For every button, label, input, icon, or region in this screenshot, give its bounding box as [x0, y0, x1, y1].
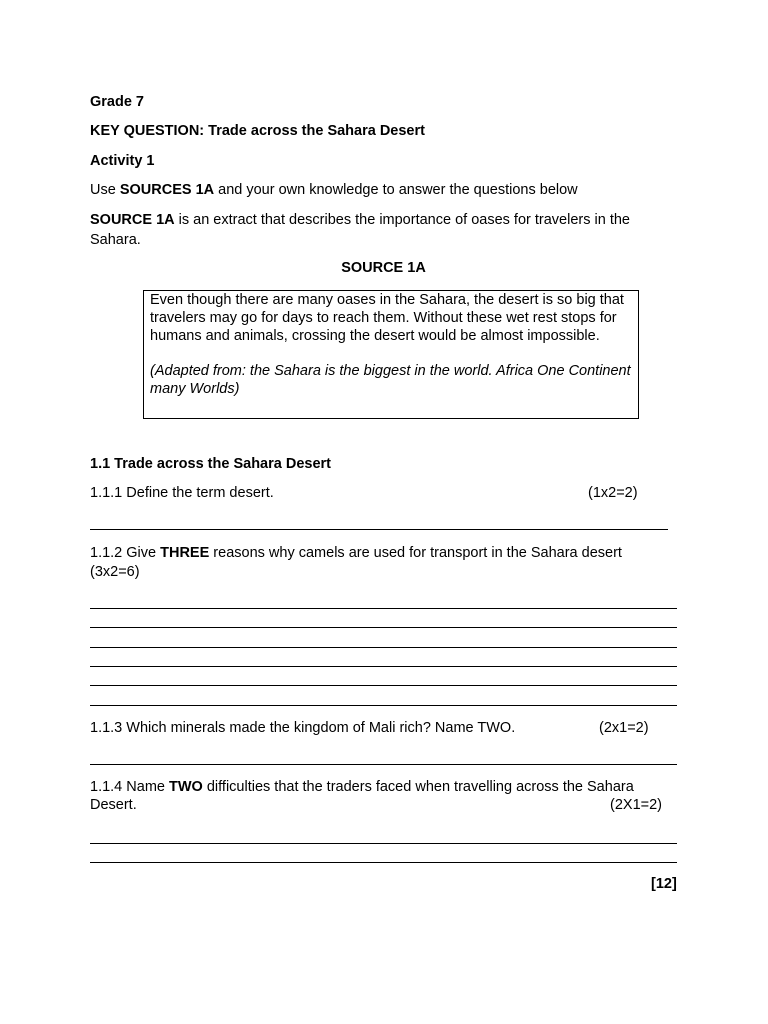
answer-line[interactable]	[90, 705, 677, 706]
answer-line[interactable]	[90, 764, 677, 765]
answer-line[interactable]	[90, 647, 677, 648]
key-question: KEY QUESTION: Trade across the Sahara Desert	[90, 123, 425, 139]
source-text: Even though there are many oases in the Sahara, the desert is so big that travelers may go for days to reach them. Without these wet rest stops for humans and animals, crossing the desert would be almost impossible.	[150, 292, 624, 344]
question-1-1-4-bold: TWO	[169, 779, 203, 795]
source-description-text: is an extract that describes the importance of oases for travelers in the	[174, 212, 630, 228]
question-1-1-4	[90, 779, 634, 796]
question-1-1-4-line2: Desert.	[90, 797, 137, 813]
source-description-line2: Sahara.	[90, 232, 141, 248]
question-1-1-2	[90, 545, 622, 562]
answer-line[interactable]	[90, 608, 677, 609]
answer-line[interactable]	[90, 685, 677, 686]
question-1-1-1-marks: (1x2=2)	[588, 485, 638, 501]
source-citation: (Adapted from: the Sahara is the biggest in the world. Africa One Continent many Worlds)	[150, 363, 631, 397]
question-1-1-3-marks: (2x1=2)	[599, 720, 649, 736]
question-1-1-2-suffix: reasons why camels are used for transport in the Sahara desert	[209, 545, 622, 561]
question-1-1-3: 1.1.3 Which minerals made the kingdom of Mali rich? Name TWO.	[90, 720, 516, 736]
answer-line[interactable]	[90, 529, 668, 530]
question-1-1-2-prefix: 1.1.2 Give	[90, 545, 161, 561]
grade-label: Grade 7	[90, 94, 144, 110]
source-box	[143, 290, 639, 419]
question-1-1-2-bold: THREE	[160, 545, 210, 561]
answer-line[interactable]	[90, 666, 677, 667]
instruction-line	[90, 182, 578, 199]
answer-line[interactable]	[90, 862, 677, 863]
source-description-bold: SOURCE 1A	[90, 212, 175, 228]
question-1-1-1: 1.1.1 Define the term desert.	[90, 485, 274, 501]
section-title: 1.1 Trade across the Sahara Desert	[90, 456, 331, 472]
answer-line[interactable]	[90, 627, 677, 628]
instruction-suffix: and your own knowledge to answer the questions below	[214, 182, 578, 198]
total-marks: [12]	[651, 876, 677, 892]
instruction-bold: SOURCES 1A	[119, 182, 215, 198]
question-1-1-4-suffix: difficulties that the traders faced when travelling across the Sahara	[202, 779, 634, 795]
source-description	[90, 212, 630, 229]
question-1-1-4-prefix: 1.1.4 Name	[90, 779, 169, 795]
question-1-1-2-marks: (3x2=6)	[90, 564, 140, 580]
answer-line[interactable]	[90, 843, 677, 844]
question-1-1-4-marks: (2X1=2)	[610, 797, 662, 813]
source-heading: SOURCE 1A	[341, 260, 426, 276]
instruction-prefix: Use	[90, 182, 120, 198]
activity-label: Activity 1	[90, 153, 155, 169]
